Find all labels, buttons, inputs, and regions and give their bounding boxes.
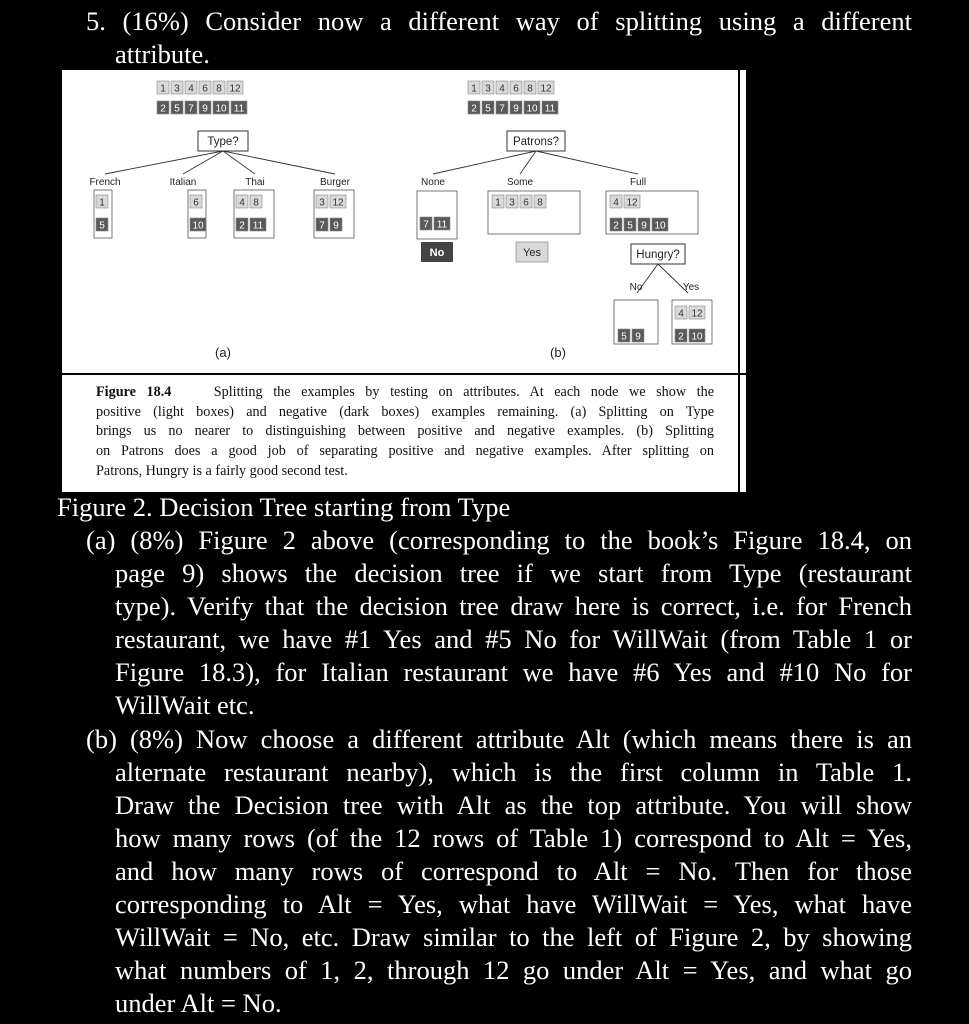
positive-example-number: 8 [527,83,533,95]
branch-label-french: French [89,177,121,188]
negative-example-number: 5 [99,220,105,232]
positive-example-number: 12 [691,308,703,320]
positive-example-number: 4 [239,197,245,209]
part-a-line: type). Verify that the decision tree draw here is correct, i.e. for French [115,591,912,621]
negative-example-number: 11 [436,219,448,231]
positive-example-number: 1 [160,83,166,95]
negative-example-number: 11 [544,103,556,115]
tree-edge [223,151,335,174]
negative-example-number: 2 [160,103,166,115]
result-no-label: No [429,247,445,259]
positive-example-number: 8 [537,197,543,209]
negative-example-number: 2 [613,220,619,232]
negative-example-number: 5 [485,103,491,115]
positive-example-number: 1 [471,83,477,95]
negative-example-number: 9 [202,103,208,115]
part-a-line: Figure 18.3), for Italian restaurant we have #6 Yes and #10 No for [115,657,912,687]
tree-edge [536,151,638,174]
result-yes-label: Yes [523,247,541,259]
positive-example-number: 6 [523,197,529,209]
part-b-line: corresponding to Alt = Yes, what have WillWait = Yes, what have [115,889,912,919]
question-heading-line1: (16%) Consider now a different way of splitting using a different [122,6,912,36]
positive-example-number: 1 [495,197,501,209]
branch-label-burger: Burger [319,177,351,188]
part-b-line: alternate restaurant nearby), which is the first column in Table 1. [115,757,912,787]
caption-line: brings us no nearer to distinguishing between positive and negative examples. (b) Splitting [96,423,714,440]
positive-example-number: 4 [499,83,505,95]
part-b-line: under Alt = No. [115,988,282,1018]
part-a-line: page 9) shows the decision tree if we start from Type (restaurant [115,558,912,588]
positive-example-number: 6 [193,197,199,209]
branch-label-thai: Thai [245,177,265,188]
tree-edge [105,151,223,174]
tree-edge [433,151,536,174]
negative-example-number: 5 [174,103,180,115]
part-a-text [86,524,912,722]
branch-label-full: Full [629,177,647,188]
negative-example-number: 7 [188,103,194,115]
positive-example-number: 3 [509,197,515,209]
negative-example-number: 5 [621,331,627,343]
negative-example-number: 9 [513,103,519,115]
part-a-line: (a) (8%) Figure 2 above (corresponding to the book’s Figure 18.4, on [86,525,912,555]
positive-example-number: 12 [332,197,344,209]
negative-example-number: 7 [319,220,325,232]
positive-example-number: 3 [485,83,491,95]
negative-example-number: 9 [635,331,641,343]
question-heading-line2: attribute. [115,39,210,69]
negative-example-number: 9 [641,220,647,232]
negative-example-number: 2 [471,103,477,115]
figure-2-label: Figure 2. Decision Tree starting from Type [57,492,511,522]
panel-b-label: (b) [550,345,566,360]
positive-example-number: 4 [188,83,194,95]
positive-example-number: 12 [626,197,638,209]
caption-title: Figure 18.4 [96,384,172,400]
panel-a-label: (a) [215,345,231,360]
caption-line: positive (light boxes) and negative (dark boxes) examples remaining. (a) Splitting on Type [96,403,714,420]
question-number: 5. [86,6,106,36]
part-b-line: what numbers of 1, 2, through 12 go under Alt = Yes, and what go [115,955,912,985]
negative-example-number: 5 [627,220,633,232]
test-node-label: Type? [207,136,239,148]
negative-example-number: 10 [654,220,666,232]
positive-example-number: 4 [613,197,619,209]
test-node-label: Patrons? [512,136,560,148]
part-b-line: WillWait = No, etc. Draw similar to the left of Figure 2, by showing [115,922,912,952]
positive-example-number: 6 [202,83,208,95]
negative-example-number: 11 [233,103,245,115]
caption-line: Splitting the examples by testing on attributes. At each node we show the [213,384,714,400]
positive-example-number: 6 [513,83,519,95]
question-heading [86,5,912,38]
caption-line: Patrons, Hungry is a fairly good second test. [96,462,348,479]
branch-label-hungry-yes: Yes [682,282,700,293]
positive-example-number: 12 [540,83,552,95]
part-b-line: and how many rows of correspond to Alt = No. Then for those [115,856,912,886]
negative-example-number: 9 [333,220,339,232]
negative-example-number: 10 [215,103,227,115]
negative-example-number: 7 [499,103,505,115]
positive-example-number: 12 [229,83,241,95]
negative-example-number: 2 [239,220,245,232]
figure-divider [60,373,746,375]
positive-example-number: 1 [99,197,105,209]
branch-label-hungry-no: No [629,282,643,293]
test-node-label: Hungry? [636,249,680,261]
negative-example-number: 7 [423,219,429,231]
positive-example-number: 4 [678,308,684,320]
part-b-line: (b) (8%) Now choose a different attribute Alt (which means there is an [86,724,912,754]
part-b-line: how many rows (of the 12 rows of Table 1) correspond to Alt = Yes, [115,823,912,853]
positive-example-number: 8 [253,197,259,209]
figure-18-4-caption [96,383,714,482]
part-a-line: restaurant, we have #1 Yes and #5 No for WillWait (from Table 1 or [115,624,912,654]
figure-18-4 [60,70,746,492]
part-b-line: Draw the Decision tree with Alt as the top attribute. You will show [115,790,912,820]
part-a-line: WillWait etc. [115,690,255,720]
negative-example-number: 10 [691,331,703,343]
caption-line: on Patrons does a good job of separating positive and negative examples. After splitting on [96,443,714,460]
negative-example-number: 2 [678,331,684,343]
decision-tree-diagram [60,70,746,370]
part-b-text [86,723,912,1020]
negative-example-number: 11 [252,220,264,232]
leaf-box [417,191,457,239]
positive-example-number: 3 [319,197,325,209]
negative-example-number: 10 [192,220,204,232]
positive-example-number: 8 [216,83,222,95]
negative-example-number: 10 [526,103,538,115]
branch-label-some: Some [506,177,534,188]
positive-example-number: 3 [174,83,180,95]
branch-label-italian: Italian [169,177,197,188]
branch-label-none: None [421,177,445,188]
